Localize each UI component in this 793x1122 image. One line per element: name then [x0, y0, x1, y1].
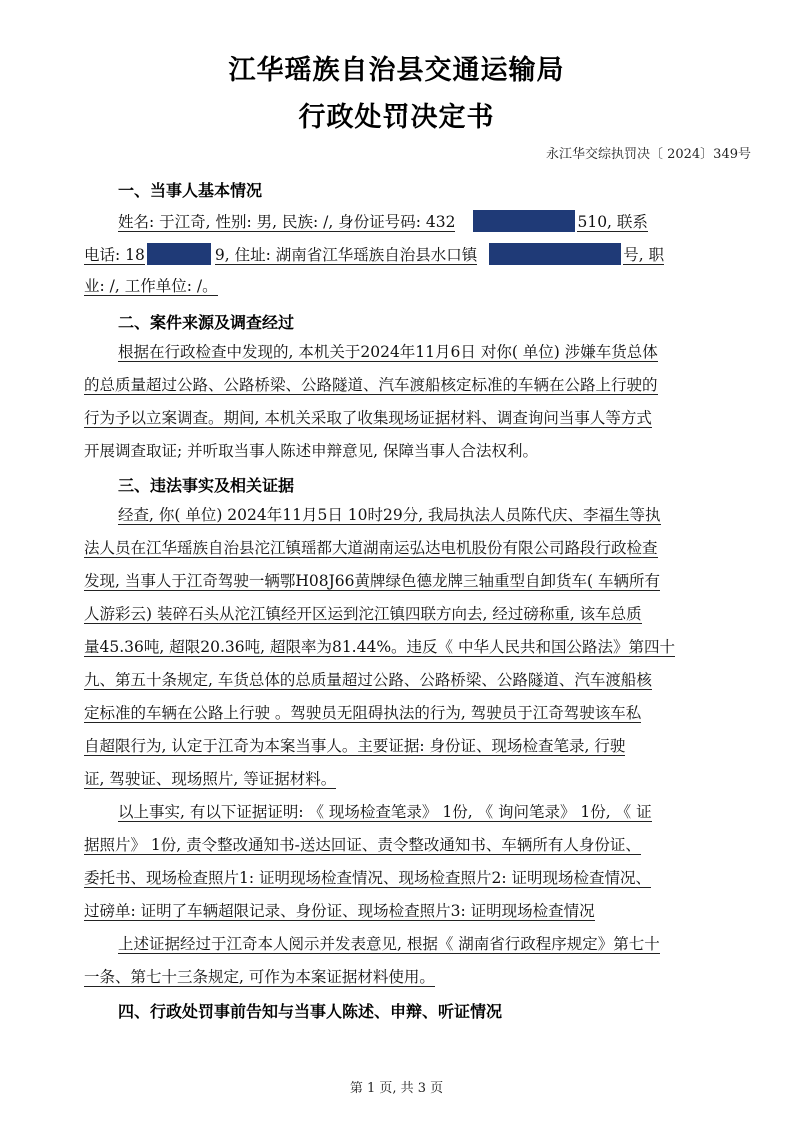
party-phone-prefix: 电话: 18	[84, 246, 145, 264]
section3-heading: 三、违法事实及相关证据	[118, 476, 295, 495]
party-name-id: 姓名: 于江奇, 性别: 男, 民族: /, 身份证号码: 432	[118, 213, 456, 231]
facts-line: 自超限行为, 认定于江奇为本案当事人。主要证据: 身份证、现场检查笔录, 行驶	[84, 737, 626, 755]
evidence-line: 委托书、现场检查照片1: 证明现场检查情况、现场检查照片2: 证明现场检查情况、	[84, 869, 652, 887]
party-info-line3	[84, 276, 218, 296]
party-info-line1	[118, 210, 648, 232]
section2-heading: 二、案件来源及调查经过	[118, 313, 295, 332]
facts-line: 证, 驾驶证、现场照片, 等证据材料。	[84, 770, 337, 788]
evidence-line: 据照片》 1份, 责令整改通知书-送达回证、责令整改通知书、车辆所有人身份证、	[84, 836, 641, 854]
party-address-suffix: 号, 职	[623, 246, 665, 264]
facts-line: 发现, 当事人于江奇驾驶一辆鄂H08J66黄牌绿色德龙牌三轴重型自卸货车( 车辆所有	[84, 572, 661, 590]
party-info-line2	[84, 243, 664, 265]
agency-title: 江华瑶族自治县交通运输局	[228, 55, 565, 86]
party-id-suffix: 510, 联系	[577, 213, 648, 231]
evidence-review-line: 上述证据经过于江奇本人阅示并发表意见, 根据《 湖南省行政程序规定》第七十	[118, 935, 660, 953]
redaction-block	[489, 243, 621, 265]
party-occupation: 业: /, 工作单位: /。	[84, 277, 218, 295]
party-address: 9, 住址: 湖南省江华瑶族自治县水口镇	[214, 246, 478, 264]
facts-line: 定标准的车辆在公路上行驶 。驾驶员无阻碍执法的行为, 驾驶员于江奇驾驶该车私	[84, 704, 642, 722]
section1-heading: 一、当事人基本情况	[118, 181, 263, 200]
case-source-line: 开展调查取证; 并听取当事人陈述申辩意见, 保障当事人合法权利。	[84, 442, 539, 460]
facts-line: 九、第五十条规定, 车货总体的总质量超过公路、公路桥梁、公路隧道、汽车渡船核	[84, 671, 652, 689]
evidence-line: 以上事实, 有以下证据证明: 《 现场检查笔录》 1份, 《 询问笔录》 1份, 《 证	[118, 803, 652, 821]
case-source-line: 行为予以立案调查。期间, 本机关采取了收集现场证据材料、调查询问当事人等方式	[84, 409, 652, 427]
document-number: 永江华交综执罚决〔 2024〕349号	[545, 147, 751, 162]
facts-line: 法人员在江华瑶族自治县沱江镇瑶都大道湖南运弘达电机股份有限公司路段行政检查	[84, 539, 658, 557]
evidence-review-line: 一条、第七十三条规定, 可作为本案证据材料使用。	[84, 968, 435, 986]
document-title: 行政处罚决定书	[298, 102, 495, 133]
facts-line: 经查, 你( 单位) 2024年11月5日 10时29分, 我局执法人员陈代庆、李福生等执	[118, 506, 661, 524]
redaction-block	[473, 210, 575, 232]
section4-heading: 四、行政处罚事前告知与当事人陈述、申辩、听证情况	[118, 1002, 503, 1021]
page-number: 第 1 页, 共 3 页	[349, 1081, 444, 1096]
case-source-line: 的总质量超过公路、公路桥梁、公路隧道、汽车渡船核定标准的车辆在公路上行驶的	[84, 376, 658, 394]
redaction-block	[147, 243, 211, 265]
case-source-line: 根据在行政检查中发现的, 本机关于2024年11月6日 对你( 单位) 涉嫌车货总体	[118, 343, 658, 361]
facts-line: 人游彩云) 装碎石头从沱江镇经开区运到沱江镇四联方向去, 经过磅称重, 该车总质	[84, 605, 642, 623]
evidence-line: 过磅单: 证明了车辆超限记录、身份证、现场检查照片3: 证明现场检查情况	[84, 902, 595, 920]
facts-line: 量45.36吨, 超限20.36吨, 超限率为81.44%。违反《 中华人民共和国公路法》第四十	[84, 638, 675, 656]
